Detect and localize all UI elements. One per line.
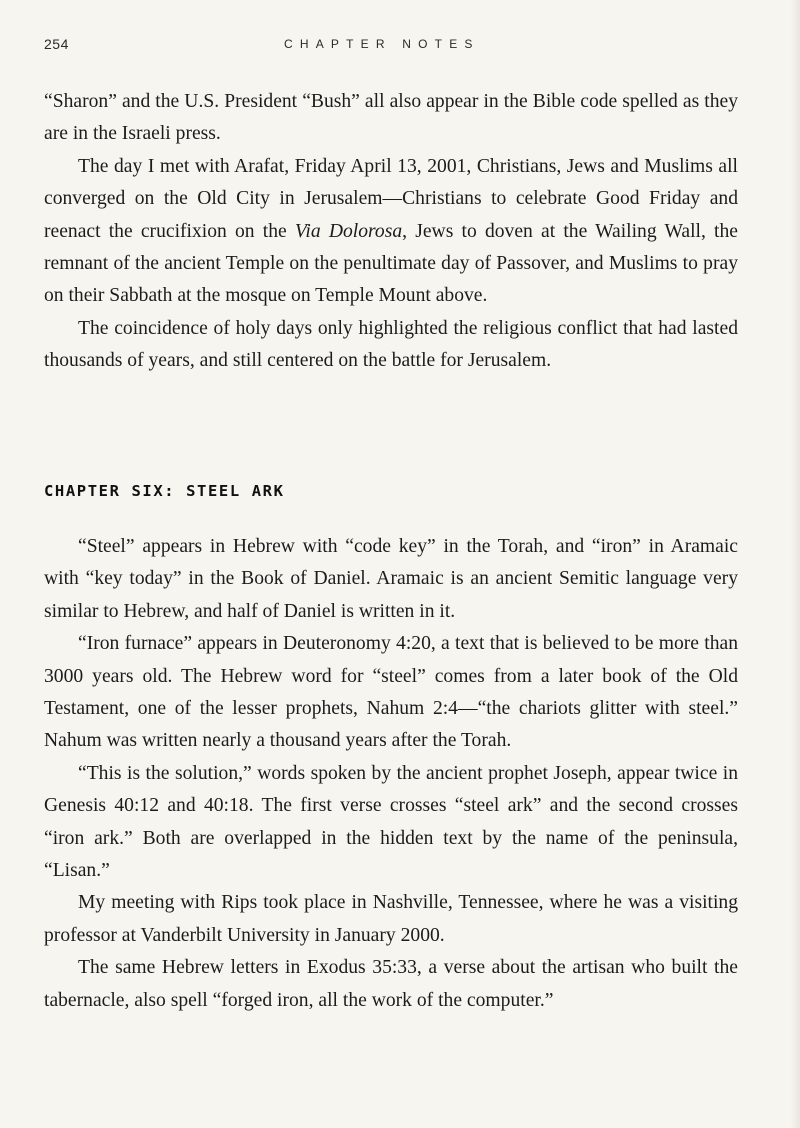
paragraph-forged-iron: The same Hebrew letters in Exodus 35:33, a verse about the artisan who built the tabernacle, also spell “forged iron, all the work of the computer.”	[44, 957, 738, 1011]
paragraph-iron-furnace: “Iron furnace” appears in Deuteronomy 4:20, a text that is believed to be more than 3000 years old. The Hebrew word for “steel” comes from a later book of the Old Testament, one of the lesser prophets, Nahum 2:4—“the chariots glitter with steel.” Nahum was written nearly a thousand years after the Torah.	[44, 633, 738, 752]
page-edge-shadow	[790, 0, 800, 1128]
notes-section-one	[44, 86, 738, 378]
paragraph-solution: “This is the solution,” words spoken by the ancient prophet Joseph, appear twice in Genesis 40:12 and 40:18. The first verse crosses “steel ark” and the second crosses “iron ark.” Both are overlapped in the hidden text by the name of the peninsula, “Lisan.”	[44, 762, 738, 882]
running-title: CHAPTER NOTES	[284, 37, 480, 51]
paragraph-arafat-text-a: The day I met with Arafat, Friday April 13, 2001, Christians, Jews and Muslims all converged on the Old City in Jerusalem—Christians to celebrate Good Friday and reenact the crucifixion on the	[44, 155, 738, 242]
paragraph-steel-code-key: “Steel” appears in Hebrew with “code key” in the Torah, and “iron” in Aramaic with “key today” in the Book of Daniel. Aramaic is an ancient Semitic language very similar to Hebrew, and half of Daniel is written in it.	[44, 536, 738, 622]
paragraph-rips-meeting: My meeting with Rips took place in Nashville, Tennessee, where he was a visiting professor at Vanderbilt University in January 2000.	[44, 892, 738, 946]
chapter-heading: CHAPTER SIX: STEEL ARK	[44, 482, 285, 500]
paragraph-sharon-bush: “Sharon” and the U.S. President “Bush” all also appear in the Bible code spelled as they are in the Israeli press.	[44, 91, 738, 145]
page-number: 254	[44, 36, 69, 52]
paragraph-arafat-text-b: , Jews to doven at the Wailing Wall, the remnant of the ancient Temple on the penultimate day of Passover, and Muslims to pray on their Sabbath at the mosque on Temple Mount above.	[44, 220, 738, 307]
paragraph-holy-days: The coincidence of holy days only highlighted the religious conflict that had lasted thousands of years, and still centered on the battle for Jerusalem.	[44, 317, 738, 372]
running-header	[0, 36, 800, 56]
paragraph-arafat-italic: Via Dolorosa	[294, 220, 403, 242]
notes-section-two	[44, 531, 738, 1017]
paragraph-arafat-meeting	[44, 151, 738, 313]
